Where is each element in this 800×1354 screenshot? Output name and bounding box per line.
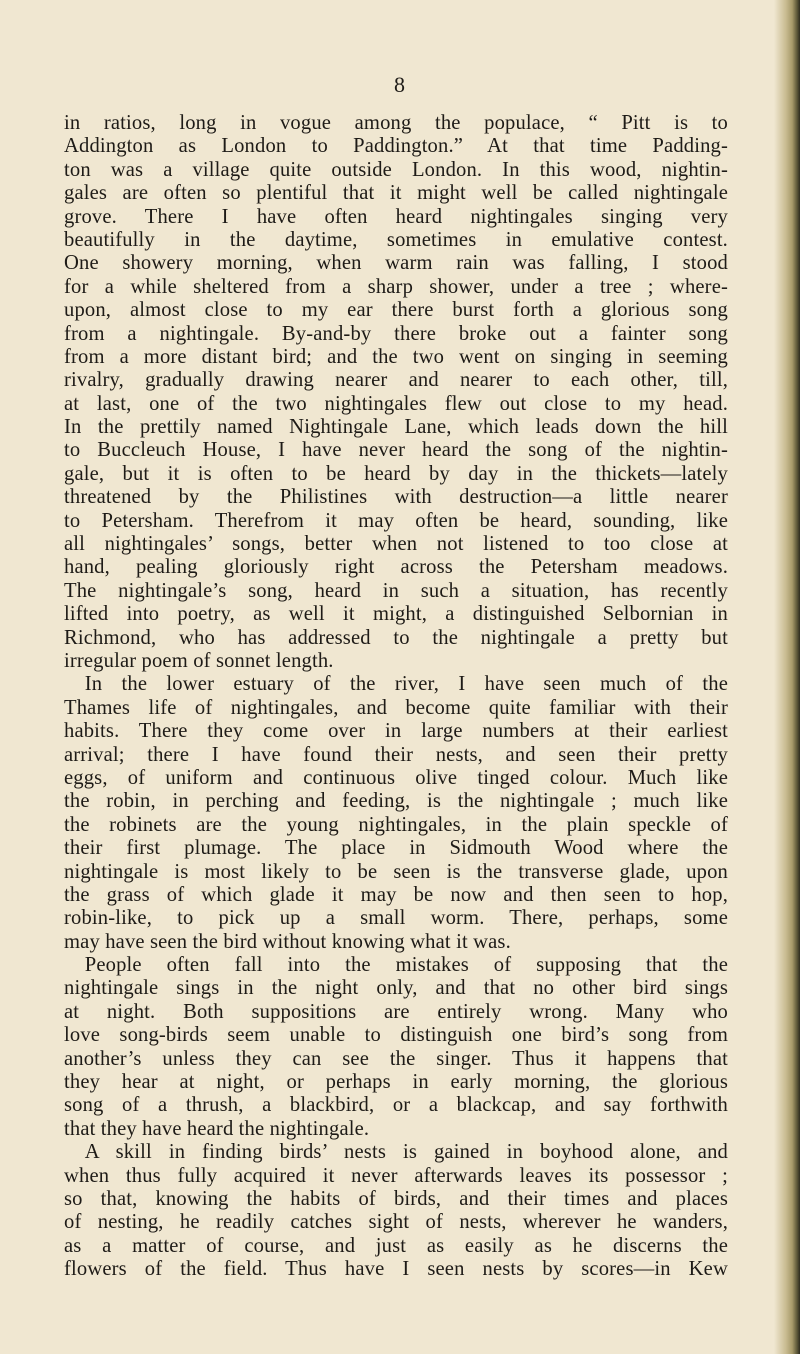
text-line: at night. Both suppositions are entirely wrong. Many who [64, 1000, 728, 1023]
text-line: nightingale sings in the night only, and that no other bird sings [64, 977, 728, 1000]
text-line: the robinets are the young nightingales, in the plain speckle of [64, 813, 728, 836]
body-text [64, 112, 728, 1282]
text-line: One showery morning, when warm rain was falling, I stood [64, 252, 728, 275]
text-line: eggs, of uniform and continuous olive tinged colour. Much like [64, 766, 728, 789]
text-line: habits. There they come over in large numbers at their earliest [64, 720, 728, 743]
page-edge-shadow [774, 0, 800, 1354]
text-line: Richmond, who has addressed to the nightingale a pretty but [64, 626, 728, 649]
text-line: gales are often so plentiful that it might well be called nightingale [64, 182, 728, 205]
text-line: at last, one of the two nightingales flew out close to my head. [64, 392, 728, 415]
text-line: lifted into poetry, as well it might, a distinguished Selbornian in [64, 603, 728, 626]
text-line: their first plumage. The place in Sidmouth Wood where the [64, 837, 728, 860]
text-line: another’s unless they can see the singer. Thus it happens that [64, 1047, 728, 1070]
text-line: flowers of the field. Thus have I seen nests by scores—in Kew [64, 1258, 728, 1281]
text-line: robin-like, to pick up a small worm. There, perhaps, some [64, 907, 728, 930]
text-line: beautifully in the daytime, sometimes in emulative contest. [64, 228, 728, 251]
text-line: Thames life of nightingales, and become quite familiar with their [64, 696, 728, 719]
text-line: of nesting, he readily catches sight of nests, wherever he wanders, [64, 1211, 728, 1234]
text-line: rivalry, gradually drawing nearer and nearer to each other, till, [64, 369, 728, 392]
text-line: from a nightingale. By-and-by there broke out a fainter song [64, 322, 728, 345]
text-line: People often fall into the mistakes of supposing that the [64, 954, 728, 977]
text-line: Addington as London to Paddington.” At that time Padding- [64, 135, 728, 158]
text-line: gale, but it is often to be heard by day in the thickets—lately [64, 462, 728, 485]
text-line: in ratios, long in vogue among the populace, “ Pitt is to [64, 112, 728, 134]
text-line: love song-birds seem unable to distinguish one bird’s song from [64, 1024, 728, 1047]
text-line: arrival; there I have found their nests, and seen their pretty [64, 743, 728, 766]
text-line: for a while sheltered from a sharp shower, under a tree ; where- [64, 275, 728, 298]
text-line: A skill in finding birds’ nests is gained in boyhood alone, and [64, 1141, 728, 1164]
text-line: ton was a village quite outside London. In this wood, nightin- [64, 158, 728, 181]
text-line: In the lower estuary of the river, I have seen much of the [64, 673, 728, 696]
text-line: they hear at night, or perhaps in early morning, the glorious [64, 1071, 728, 1094]
text-line: so that, knowing the habits of birds, and their times and places [64, 1187, 728, 1210]
text-line: to Petersham. Therefrom it may often be heard, sounding, like [64, 509, 728, 532]
text-line: all nightingales’ songs, better when not listened to too close at [64, 533, 728, 556]
text-line: threatened by the Philistines with destruction—a little nearer [64, 486, 728, 509]
text-line: grove. There I have often heard nightingales singing very [64, 205, 728, 228]
text-line: irregular poem of sonnet length. [64, 649, 334, 672]
text-line: song of a thrush, a blackbird, or a blackcap, and say forthwith [64, 1094, 728, 1117]
text-line: as a matter of course, and just as easily as he discerns the [64, 1234, 728, 1257]
text-line: hand, pealing gloriously right across the Petersham meadows. [64, 556, 728, 579]
page-number: 8 [394, 72, 406, 97]
text-line: In the prettily named Nightingale Lane, which leads down the hill [64, 416, 728, 439]
text-line: when thus fully acquired it never afterwards leaves its possessor ; [64, 1164, 728, 1187]
text-line: may have seen the bird without knowing what it was. [64, 930, 511, 953]
text-line: the robin, in perching and feeding, is the nightingale ; much like [64, 790, 728, 813]
text-line: The nightingale’s song, heard in such a situation, has recently [64, 579, 728, 602]
text-line: the grass of which glade it may be now and then seen to hop, [64, 883, 728, 906]
text-line: to Buccleuch House, I have never heard the song of the nightin- [64, 439, 728, 462]
text-line: upon, almost close to my ear there burst forth a glorious song [64, 299, 728, 322]
text-line: nightingale is most likely to be seen is the transverse glade, upon [64, 860, 728, 883]
text-line: that they have heard the nightingale. [64, 1117, 370, 1140]
text-line: from a more distant bird; and the two went on singing in seeming [64, 345, 728, 368]
